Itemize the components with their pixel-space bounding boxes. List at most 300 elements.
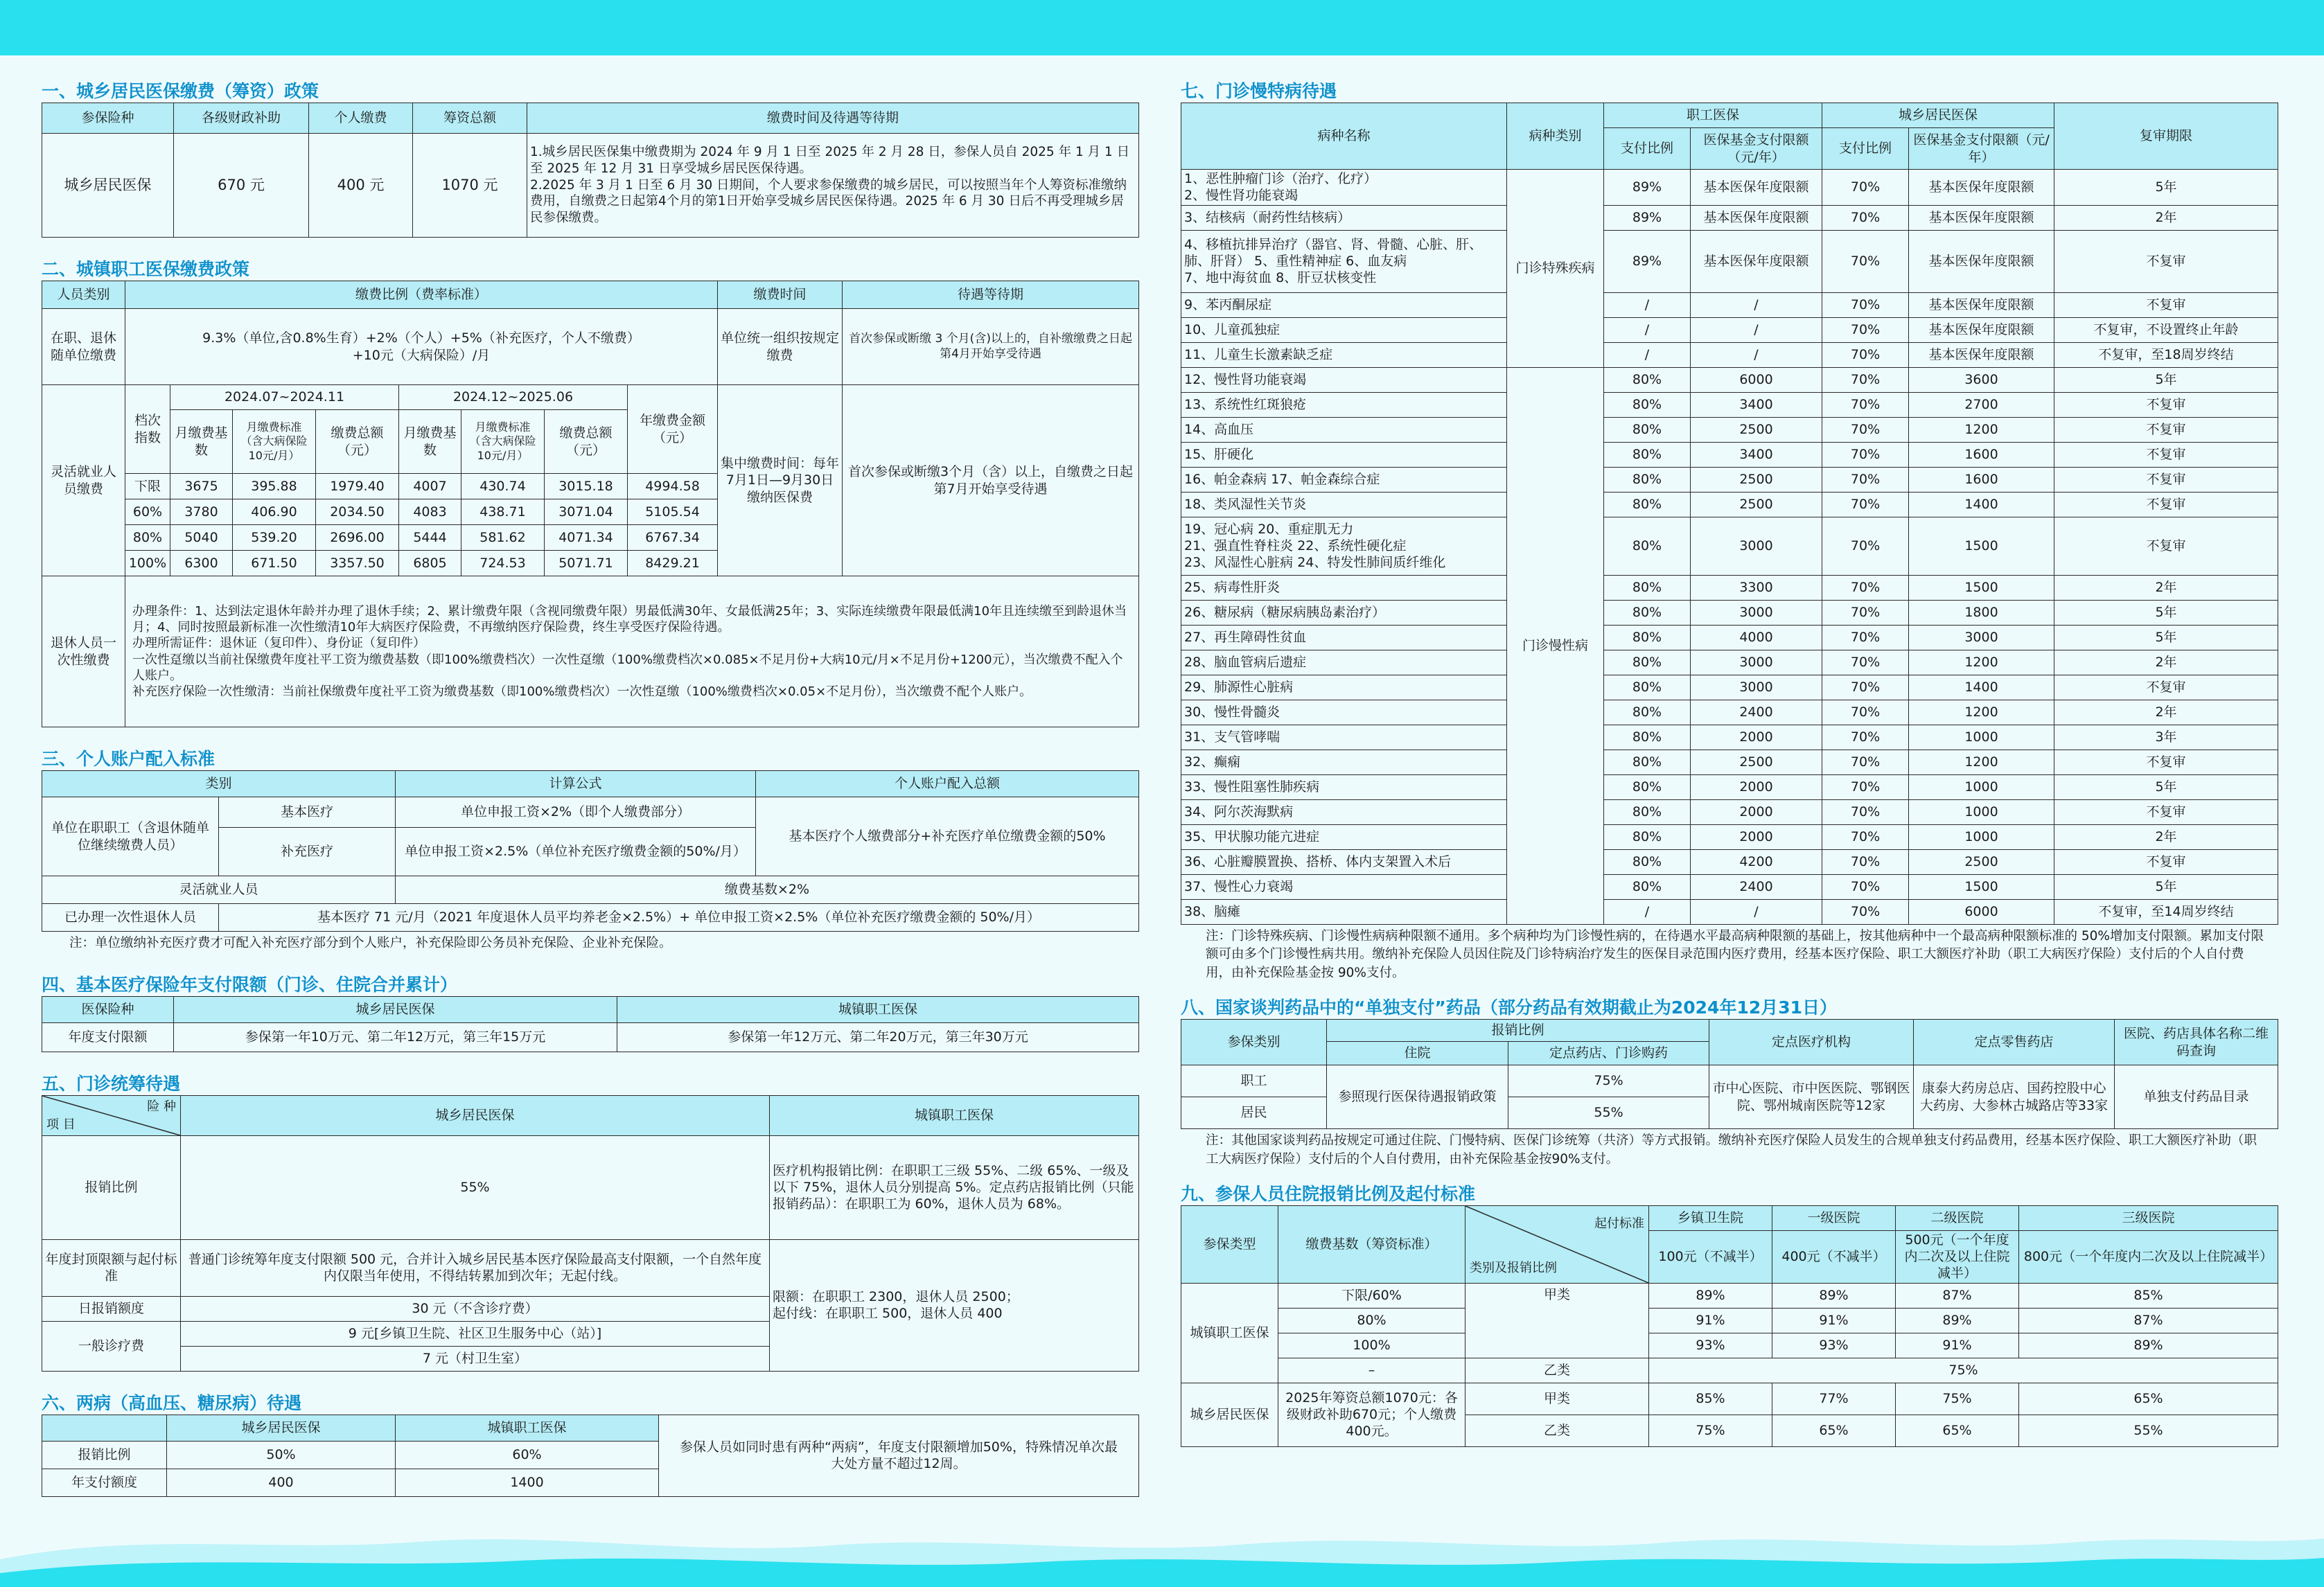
onjob-ratio-line2: +10元（大病保险）/月 [352,347,491,363]
disease-name: 35、甲状腺功能亢进症 [1181,824,1507,849]
cell: 1200 [1909,700,2054,725]
drugs-retail: 康泰大药房总店、国药控股中心大药房、大参林古城路店等33家 [1914,1065,2115,1129]
drugs-resident: 居民 [1181,1097,1327,1129]
cell: 不复审 [2054,799,2278,824]
basic-formula: 单位申报工资×2%（即个人缴费部分） [396,797,756,828]
cell: 2400 [1691,700,1822,725]
disease-name: 25、病毒性肝炎 [1181,575,1507,600]
flex-annual: 年缴费金额（元） [628,385,718,474]
cell: 85% [1649,1383,1772,1415]
cell: 5年 [2054,600,2278,625]
cell: 80% [1604,774,1691,799]
resident-personal: 400 元 [309,134,413,238]
cell: 89% [1604,170,1691,206]
cell: 不复审 [2054,230,2278,292]
section-personal-account [42,743,1139,953]
corner-top: 起付标准 [1594,1216,1644,1231]
th-total: 筹资总额 [413,103,527,134]
flex-col-base: 月缴费基数 [399,410,461,474]
th-time: 缴费时间 [718,281,843,309]
left-column [42,75,1139,1512]
employee-group: 单位在职职工（含退休随单位继续缴费人员） [42,797,219,876]
section-chronic [1181,75,2278,983]
section-annual-limit [42,968,1139,1052]
account-note: 注：单位缴纳补充医疗费才可配入补充医疗部分到个人账户，补充保险即公务员补充保险、企业补充保险。 [69,936,672,950]
table-row [1181,205,2278,230]
drugs-res-pharmacy: 55% [1508,1097,1709,1129]
disease-name: 16、帕金森病 17、帕金森综合症 [1181,467,1507,492]
cell: 2034.50 [316,499,399,525]
disease-name: 14、高血压 [1181,417,1507,442]
section-title: 一、城乡居民医保缴费（筹资）政策 [42,81,319,101]
table-row [1181,650,2278,675]
cell: 2500 [1691,492,1822,517]
disease-name: 33、慢性阻塞性肺疾病 [1181,774,1507,799]
personal-account-table [42,770,1139,932]
cell: 80% [125,525,170,551]
cell: / [1604,292,1691,317]
th-type: 参保类型 [1181,1205,1278,1283]
cell: 70% [1822,799,1909,824]
table-row [1181,230,2278,292]
cell: 1400 [1909,492,2054,517]
flex-formula: 缴费基数×2% [396,876,1139,904]
cell: 75% [1649,1415,1772,1446]
disease-name: 29、肺源性心脏病 [1181,675,1507,700]
disease-name: 4、移植抗排异治疗（器官、肾、骨髓、心脏、肝、肺、肝肾） 5、重性精神症 6、血友病 7、地中海贫血 8、肝豆状核变性 [1181,230,1507,292]
cell: 不复审 [2054,392,2278,417]
th-category: 类别 [42,771,396,797]
cell: 70% [1822,575,1909,600]
cell: 724.53 [461,551,545,576]
cell: 5年 [2054,774,2278,799]
cell: 3000 [1909,625,2054,650]
corner-cell [42,1095,181,1135]
cell: 70% [1822,700,1909,725]
section-resident-payment [42,75,1139,238]
th-category: 人员类别 [42,281,125,309]
th-start: 400元（不减半） [1772,1230,1896,1283]
cell: 89% [1772,1283,1896,1308]
cell: 80% [1604,750,1691,774]
cell: 395.88 [233,474,316,499]
cell: 80% [1604,824,1691,849]
cell: 1400 [396,1469,659,1496]
th-emp-ratio: 支付比例 [1604,128,1691,170]
th-category: 病种类别 [1507,103,1604,170]
chronic-table [1181,103,2278,925]
top-band [0,0,2324,55]
th-level: 一级医院 [1772,1205,1896,1230]
limit-employee: 参保第一年12万元、第二年20万元，第三年30万元 [617,1022,1139,1052]
cell: 70% [1822,492,1909,517]
cell: 3600 [1909,367,2054,392]
cell: 1600 [1909,467,2054,492]
table-row [1181,442,2278,467]
th-wait: 待遇等待期 [843,281,1139,309]
cell: 2000 [1691,725,1822,750]
th-resident: 城乡居民医保 [174,996,617,1022]
cell: 1500 [1909,517,2054,575]
table-row [1181,700,2278,725]
cell: 80% [1604,492,1691,517]
cell: 6767.34 [628,525,718,551]
cell: 80% [1604,442,1691,467]
cell: 3000 [1691,600,1822,625]
cell: 1500 [1909,575,2054,600]
th-formula: 计算公式 [396,771,756,797]
table-row [1181,824,2278,849]
flex-period-2: 2024.12~2025.06 [399,385,628,410]
th-resident: 城乡居民医保 [181,1095,770,1135]
fee-clinic: 9 元[乡镇卫生院、社区卫生服务中心（站）] [181,1321,770,1346]
disease-name: 3、结核病（耐药性结核病） [1181,205,1507,230]
cell: 70% [1822,650,1909,675]
cell: 70% [1822,467,1909,492]
disease-name: 12、慢性肾功能衰竭 [1181,367,1507,392]
cell: 2500 [1909,849,2054,874]
cell: 2700 [1909,392,2054,417]
retire-label: 退休人员一次性缴费 [42,576,125,727]
supp-label: 补充医疗 [219,828,396,876]
cell: 2696.00 [316,525,399,551]
two-diseases-table [42,1415,1139,1497]
cell: 80% [1604,799,1691,824]
cell: 2400 [1691,874,1822,899]
limit-label: 年度支付限额 [42,1022,174,1052]
drugs-qr[interactable]: 单独支付药品目录 [2115,1065,2278,1129]
cell: 70% [1822,170,1909,206]
table-row [1181,774,2278,799]
cell: 基本医保年度限额 [1909,170,2054,206]
th-start: 100元（不减半） [1649,1230,1772,1283]
cell: 2年 [2054,205,2278,230]
cell: 不复审 [2054,492,2278,517]
cell: 3071.04 [545,499,628,525]
cell: 基本医保年度限额 [1691,230,1822,292]
cell: 70% [1822,750,1909,774]
table-row [1181,675,2278,700]
cell: 581.62 [461,525,545,551]
cell: 不复审 [2054,417,2278,442]
cell: 基本医保年度限额 [1909,342,2054,367]
cell: 基本医保年度限额 [1691,205,1822,230]
cell: 1400 [1909,675,2054,700]
cell: 80% [1604,874,1691,899]
th-retail: 定点零售药店 [1914,1020,2115,1065]
cell: 4994.58 [628,474,718,499]
cell: 4007 [399,474,461,499]
flex-grade: 档次指数 [125,385,170,474]
cell: 80% [1604,650,1691,675]
cap-label: 年度封顶限额与起付标准 [42,1239,181,1296]
onjob-ratio-line1: 9.3%（单位,含0.8%生育）+2%（个人）+5%（补充医疗，个人不缴费） [202,330,640,346]
cell: 80% [1604,367,1691,392]
cell: 3780 [170,499,233,525]
th-level: 二级医院 [1896,1205,2019,1230]
disease-name: 18、类风湿性关节炎 [1181,492,1507,517]
account-total: 基本医疗个人缴费部分+补充医疗单位缴费金额的50% [756,797,1139,876]
disease-name: 31、支气管哮喘 [1181,725,1507,750]
cell: 70% [1822,292,1909,317]
cell: 1979.40 [316,474,399,499]
cell: 89% [1604,230,1691,292]
category-special: 门诊特殊疾病 [1507,170,1604,368]
cell: 70% [1822,417,1909,442]
cell: 6000 [1691,367,1822,392]
th-level: 三级医院 [2019,1205,2278,1230]
cell: 2500 [1691,417,1822,442]
cell: 70% [1822,849,1909,874]
th-emp-fund: 医保基金支付限额（元/年） [1691,128,1822,170]
cell: 70% [1822,899,1909,924]
th-institution: 定点医疗机构 [1709,1020,1914,1065]
cell: 3357.50 [316,551,399,576]
cell: 70% [1822,824,1909,849]
cell: 2000 [1691,799,1822,824]
cell: 55% [2019,1415,2278,1446]
section-title: 六、两病（高血压、糖尿病）待遇 [42,1392,302,1413]
cell: 5年 [2054,625,2278,650]
cell: 80% [1604,467,1691,492]
cell: 基本医保年度限额 [1691,170,1822,206]
cell: 80% [1604,849,1691,874]
cell: / [1604,342,1691,367]
cls-a: 甲类 [1465,1383,1649,1415]
cell: 报销比例 [42,1441,167,1469]
cell: 60% [396,1441,659,1469]
flex-col-total: 缴费总额（元） [316,410,399,474]
th-ratio: 报销比例 [1327,1020,1709,1042]
disease-name: 34、阿尔茨海默病 [1181,799,1507,824]
cell: 3015.18 [545,474,628,499]
cell: 4000 [1691,625,1822,650]
cell: 1800 [1909,600,2054,625]
drugs-note: 注：其他国家谈判药品按规定可通过住院、门慢特病、医保门诊统筹（共济）等方式报销。缴纳补充医疗保险人员发生的合规单独支付药品费用，经基本医疗保险、职工大额医疗补助（职工大病医疗保险）支付后的个人自付费用，由补充保险基金按90%支付。 [1206,1133,2257,1167]
cell: 65% [2019,1383,2278,1415]
cell: 下限/60% [1278,1283,1465,1308]
cell: 2年 [2054,650,2278,675]
disease-name: 27、再生障碍性贫血 [1181,625,1507,650]
th-res-ratio: 支付比例 [1822,128,1909,170]
th-base: 缴费基数（筹资标准） [1278,1205,1465,1283]
table-row [1181,292,2278,317]
cell: 80% [1604,700,1691,725]
cell: 70% [1822,675,1909,700]
flex-time: 集中缴费时间：每年7月1日—9月30日缴纳医保费 [718,385,843,576]
cell: 93% [1772,1333,1896,1358]
res-base: 2025年筹资总额1070元：各级财政补助670元；个人缴费400元。 [1278,1383,1465,1446]
th-level: 乡镇卫生院 [1649,1205,1772,1230]
retired-formula: 基本医疗 71 元/月（2021 年度退休人员平均养老金×2.5%）+ 单位申报工资×2.5%（单位补充医疗缴费金额的 50%/月） [219,904,1139,932]
cell: 6000 [1909,899,2054,924]
cell: 80% [1604,725,1691,750]
th-resident: 城乡居民医保 [167,1415,396,1441]
cell: 80% [1604,600,1691,625]
cell: 基本医保年度限额 [1909,230,2054,292]
table-row [1181,725,2278,750]
fee-label: 一般诊疗费 [42,1321,181,1371]
cell: 1000 [1909,725,2054,750]
th-start: 800元（一个年度内二次及以上住院减半） [2019,1230,2278,1283]
cell: 80% [1604,575,1691,600]
flex-period-1: 2024.07~2024.11 [170,385,399,410]
disease-name: 9、苯丙酮尿症 [1181,292,1507,317]
section-inpatient [1181,1178,2278,1447]
right-column [1181,75,2278,1462]
table-row [1181,575,2278,600]
cls-a: 甲类 [1465,1283,1649,1358]
table-row [1181,417,2278,442]
chronic-note: 注：门诊特殊疾病、门诊慢性病病种限额不通用。多个病种均为门诊慢性病的，在待遇水平最高病种限额的基础上，按其他病种中一个最高病种限额标准的 50%增加支付限额。累加支付限额可由多个门诊慢性病共用。缴纳补充保险人员因住院及门诊特病治疗发生的医保目录范围内医疗费用，经基本医疗保险、职工大额医疗补助（职工大病医疗保险）支付后的个人自付费用，由补充保险基金按 90%支付。 [1206,928,2264,981]
disease-name: 30、慢性骨髓炎 [1181,700,1507,725]
drugs-hospital: 参照现行医保待遇报销政策 [1327,1065,1508,1129]
cell: 年支付额度 [42,1469,167,1496]
cell: 70% [1822,442,1909,467]
cell: 80% [1278,1308,1465,1333]
cell: 3400 [1691,442,1822,467]
th-hospital: 住院 [1327,1042,1508,1065]
cell: 不复审 [2054,292,2278,317]
th-subsidy: 各级财政补助 [174,103,309,134]
cell: 4083 [399,499,461,525]
ratio-employee: 医疗机构报销比例：在职职工三级 55%、二级 65%、一级及以下 75%，退休人员分别提高 5%。定点药店报销比例（只能报销药品）：在职职工为 60%，退休人员为 68%。 [770,1135,1139,1239]
cell: 89% [1649,1283,1772,1308]
cell: 75% [1649,1358,2278,1383]
th-pharmacy: 定点药店、门诊购药 [1508,1042,1709,1065]
table-row [1181,600,2278,625]
disease-name: 36、心脏瓣膜置换、搭桥、体内支架置入术后 [1181,849,1507,874]
th-resident: 城乡居民医保 [1822,103,2054,128]
cell: / [1691,899,1822,924]
cell: 91% [1649,1308,1772,1333]
section-title: 八、国家谈判药品中的“单独支付”药品（部分药品有效期截止为2024年12月31日） [1181,998,1838,1018]
retire-line: 补充医疗保险一次性缴清：当前社保缴费年度社平工资为缴费基数（即100%缴费档次）一次性趸缴（100%缴费档次×0.05×不足月份），当次缴费不配个人账户。 [132,684,1032,699]
corner-top: 险 种 [147,1099,176,1114]
cell: 438.71 [461,499,545,525]
cell: 1600 [1909,442,2054,467]
disease-name: 13、系统性红斑狼疮 [1181,392,1507,417]
cell: / [1604,317,1691,342]
cell: 77% [1772,1383,1896,1415]
fee-village: 7 元（村卫生室） [181,1346,770,1371]
cell: 89% [1604,205,1691,230]
flex-col-base: 月缴费基数 [170,410,233,474]
drugs-employee: 职工 [1181,1065,1327,1097]
cell: 不复审，至14周岁终结 [2054,899,2278,924]
cell: 1200 [1909,650,2054,675]
section-title: 七、门诊慢特病待遇 [1181,81,1337,101]
category-chronic: 门诊慢性病 [1507,367,1604,924]
cell: 80% [1604,625,1691,650]
daily-label: 日报销额度 [42,1296,181,1321]
basic-label: 基本医疗 [219,797,396,828]
cell: 93% [1649,1333,1772,1358]
cell: / [1691,317,1822,342]
ratio-label: 报销比例 [42,1135,181,1239]
cell: 70% [1822,725,1909,750]
disease-name: 26、糖尿病（糖尿病胰岛素治疗） [1181,600,1507,625]
cell: / [1691,292,1822,317]
disease-name: 37、慢性心力衰竭 [1181,874,1507,899]
disease-name: 10、儿童孤独症 [1181,317,1507,342]
ratio-resident: 55% [181,1135,770,1239]
flex-label: 灵活就业人员 [42,876,396,904]
cell: 65% [1896,1415,2019,1446]
th-type: 医保险种 [42,996,174,1022]
cell: 70% [1822,517,1909,575]
cell: 2年 [2054,824,2278,849]
cell: 3000 [1691,517,1822,575]
th-personal: 个人缴费 [309,103,413,134]
onjob-wait: 首次参保或断缴 3 个月(含)以上的，自补缴缴费之日起第4月开始享受待遇 [843,309,1139,385]
section-title: 五、门诊统筹待遇 [42,1073,181,1094]
th-type: 参保类别 [1181,1020,1327,1065]
inpatient-table [1181,1205,2278,1447]
cell: 5年 [2054,874,2278,899]
cell: 89% [2019,1333,2278,1358]
cell: 70% [1822,230,1909,292]
cell: 8429.21 [628,551,718,576]
cls-b: 乙类 [1465,1415,1649,1446]
cell: 400 [167,1469,396,1496]
cell: 89% [1896,1308,2019,1333]
flex-col-std: 月缴费标准（含大病保险10元/月） [461,410,545,474]
cell: 91% [1896,1333,2019,1358]
cell: 4200 [1691,849,1822,874]
resident-period [527,134,1139,238]
cell: 430.74 [461,474,545,499]
employee-payment-table [42,281,1139,727]
cell: 87% [1896,1283,2019,1308]
section-outpatient [42,1067,1139,1372]
table-row [1181,467,2278,492]
cell: 87% [2019,1308,2278,1333]
cell: 2年 [2054,575,2278,600]
cell: 91% [1772,1308,1896,1333]
two-diseases-note: 参保人员如同时患有两种“两病”，年度支付限额增加50%，特殊情况单次最大处方量不超过12周。 [659,1415,1139,1496]
table-row [1181,874,2278,899]
onjob-label: 在职、退休随单位缴费 [42,309,125,385]
disease-name: 19、冠心病 20、重症肌无力 21、强直性脊柱炎 22、系统性硬化症 23、风湿性心脏病 24、特发性肺间质纤维化 [1181,517,1507,575]
cell: 1500 [1909,874,2054,899]
cell: 70% [1822,367,1909,392]
cell: 50% [167,1441,396,1469]
cell: 85% [2019,1283,2278,1308]
resident-total: 1070 元 [413,134,527,238]
onjob-ratio [125,309,718,385]
flex-label: 灵活就业人员缴费 [42,385,125,576]
flex-col-total: 缴费总额（元） [545,410,628,474]
cap-employee-limit: 限额：在职职工 2300，退休人员 2500； [773,1289,1019,1304]
th-employee: 城镇职工医保 [617,996,1139,1022]
corner-bottom: 项 目 [46,1117,76,1132]
cell: 1000 [1909,824,2054,849]
cell: / [1691,342,1822,367]
cell: 406.90 [233,499,316,525]
section-title: 九、参保人员住院报销比例及起付标准 [1181,1183,1476,1204]
th-employee: 城镇职工医保 [396,1415,659,1441]
cell: 1000 [1909,774,2054,799]
retired-label: 已办理一次性退休人员 [42,904,219,932]
th-period: 缴费时间及待遇等待期 [527,103,1139,134]
cell: 2000 [1691,824,1822,849]
th-name: 病种名称 [1181,103,1507,170]
cell: 70% [1822,600,1909,625]
table-row [1181,317,2278,342]
cell: 5444 [399,525,461,551]
cap-resident: 普通门诊统筹年度支付限额 500 元，合并计入城乡居民基本医疗保险最高支付限额，一个自然年度内仅限当年使用，不得结转累加到次年；无起付线。 [181,1239,770,1296]
